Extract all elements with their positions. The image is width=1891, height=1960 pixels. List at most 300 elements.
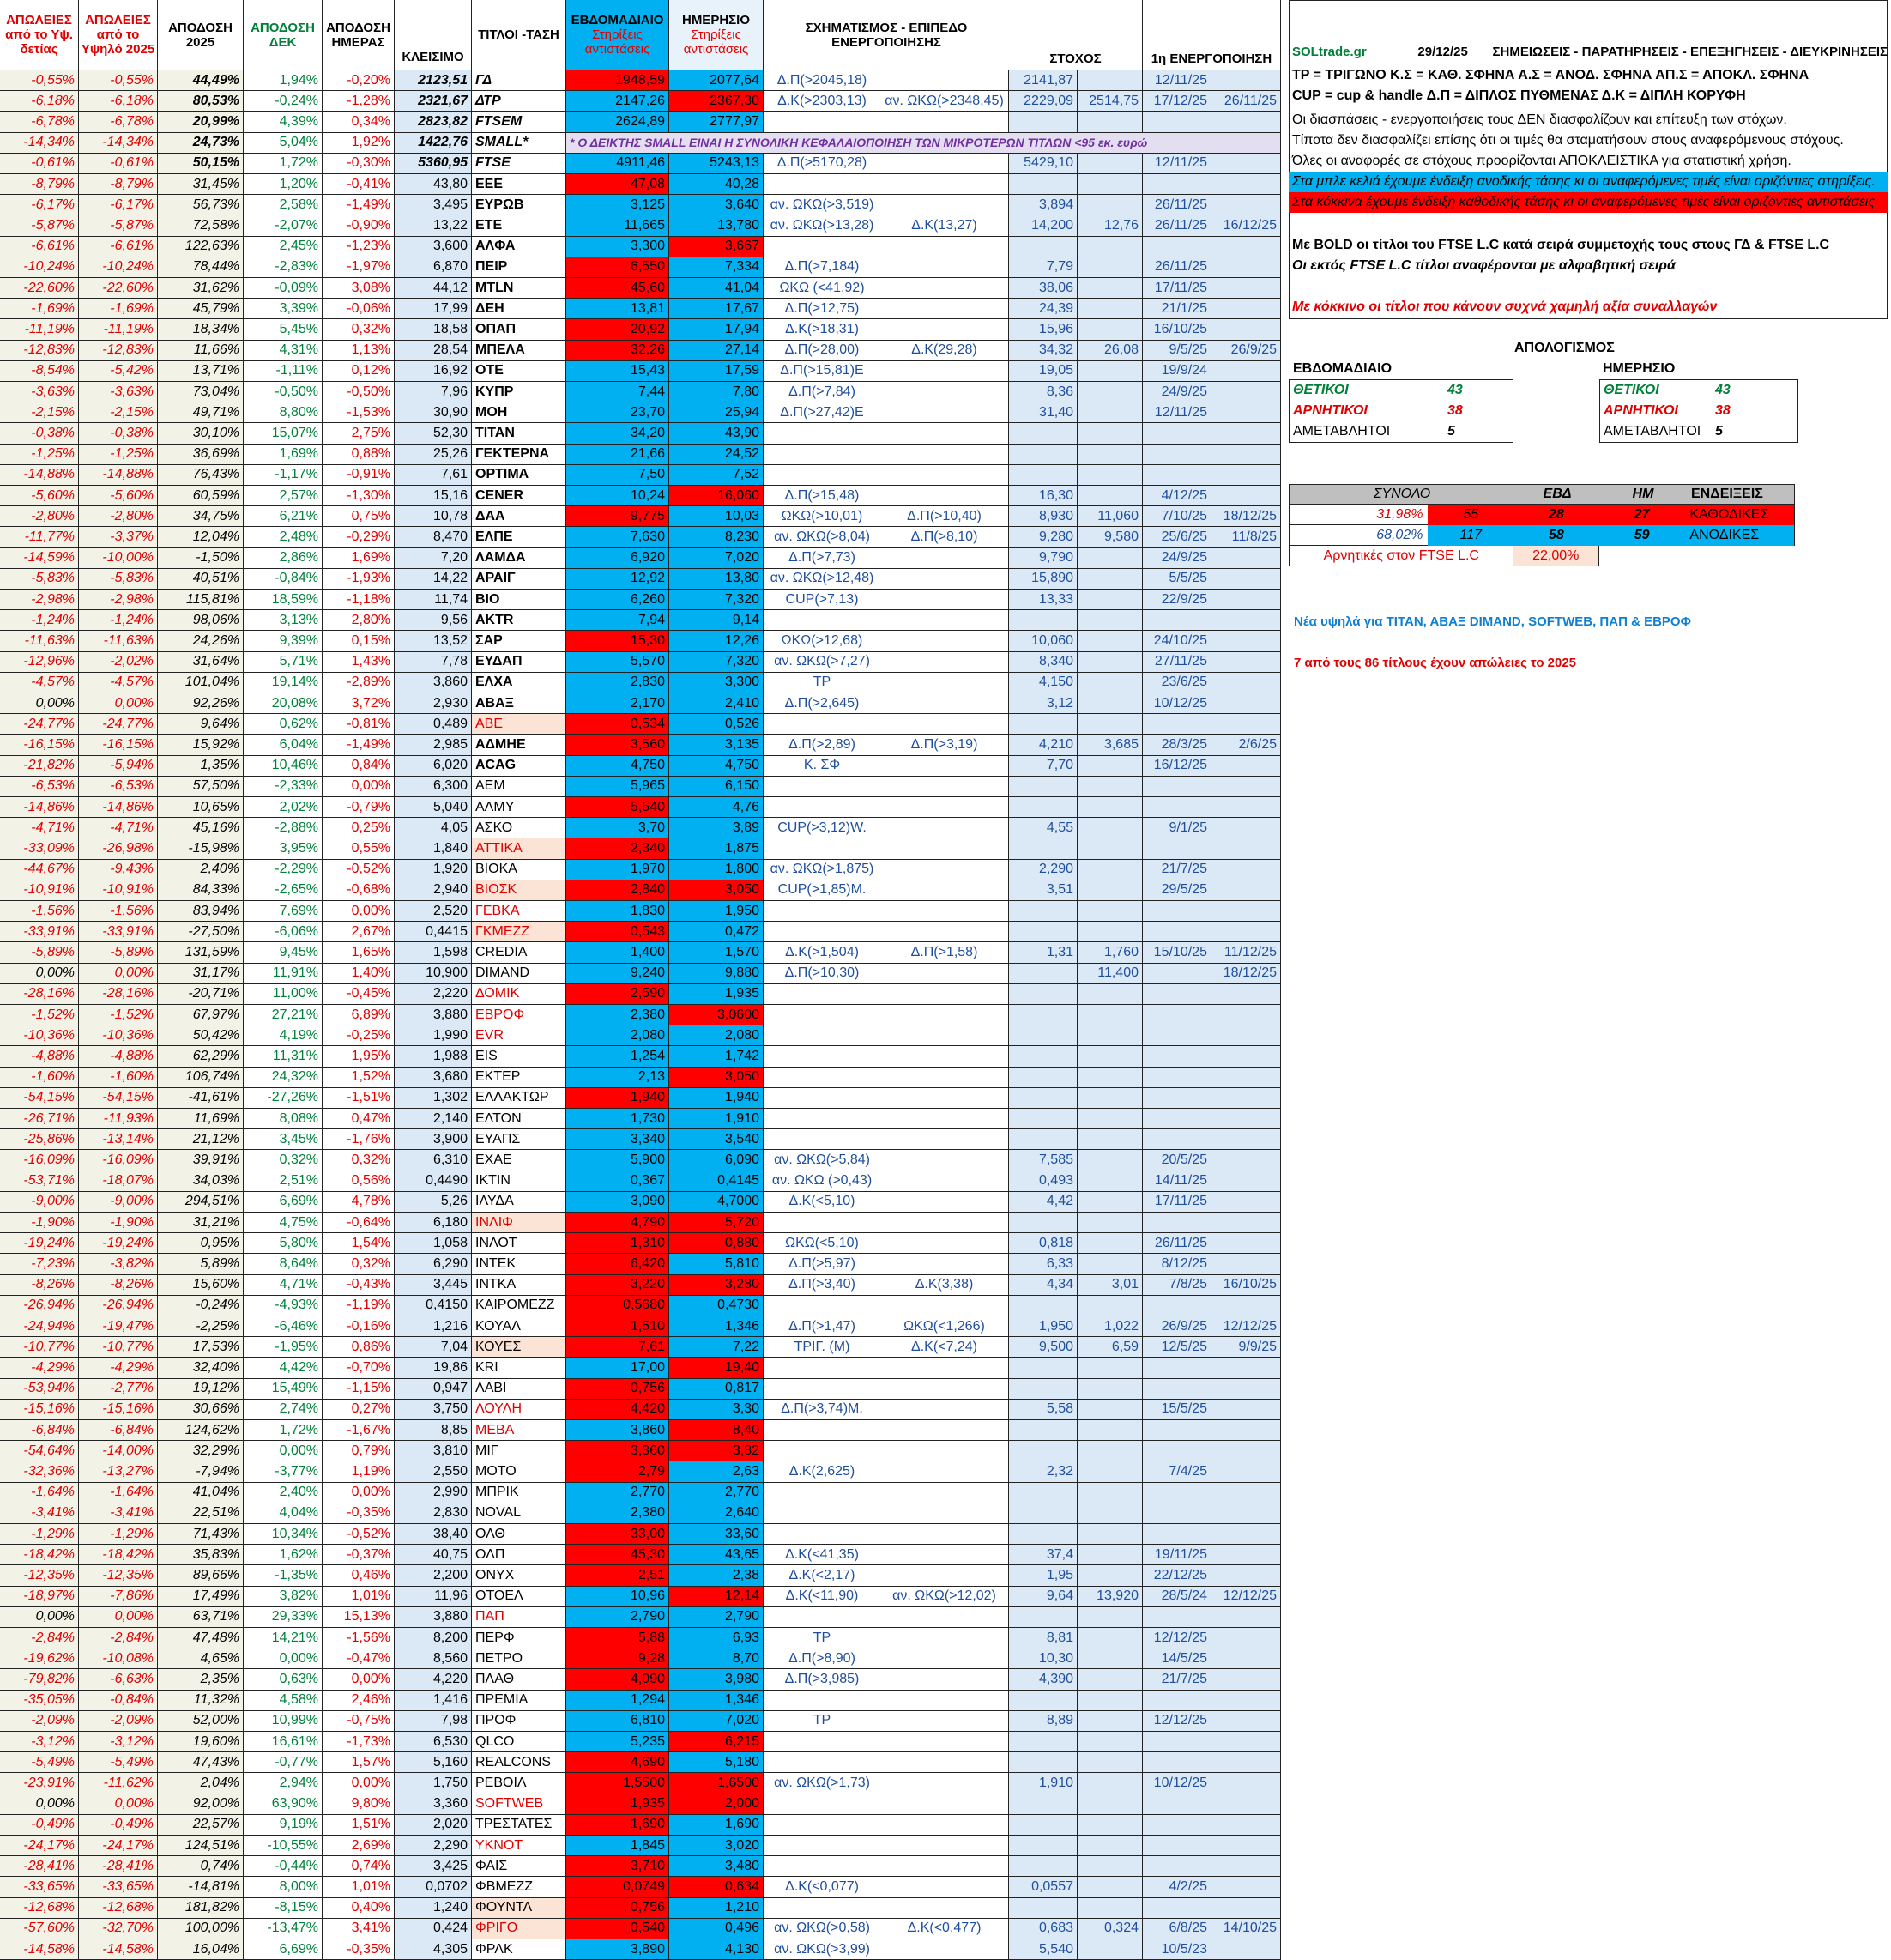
cell-activation xyxy=(1143,174,1211,195)
cell-pattern-2 xyxy=(880,1939,1009,1960)
cell-target xyxy=(1009,1524,1078,1545)
cell-target-2 xyxy=(1078,1213,1143,1233)
cell-return-day: -0,90% xyxy=(323,215,395,236)
cell-loss-2025: -0,84% xyxy=(79,1691,158,1711)
cell-pattern-2 xyxy=(880,1794,1009,1815)
cell-loss-2025: -0,49% xyxy=(79,1815,158,1836)
cell-return-dec: 2,94% xyxy=(244,1773,323,1794)
cell-target xyxy=(1009,1068,1078,1088)
cell-activation-2 xyxy=(1211,1420,1281,1441)
cell-ticker: ΕΤΕ xyxy=(472,215,566,236)
cell-pattern: ΩΚΩ(>10,01) xyxy=(764,506,880,527)
cell-target xyxy=(1009,797,1078,818)
cell-target xyxy=(1009,714,1078,735)
cell-target xyxy=(1009,1898,1078,1919)
cell-target: 2,290 xyxy=(1009,860,1078,880)
cell-return-2025: 31,45% xyxy=(158,174,244,195)
cell-target-2 xyxy=(1078,1794,1143,1815)
cell-return-day: 0,86% xyxy=(323,1337,395,1358)
cell-pattern-2 xyxy=(880,673,1009,693)
note-alpha: Οι εκτός FTSE L.C τίτλοι αναφέρονται με αλφαβητική σειρά xyxy=(1292,258,1676,273)
cell-activation-2: 18/12/25 xyxy=(1211,506,1281,527)
cell-ticker: AKTR xyxy=(472,610,566,631)
cell-return-2025: 50,42% xyxy=(158,1025,244,1046)
cell-ticker: ΚΟΥΑΛ xyxy=(472,1316,566,1337)
table-row xyxy=(0,1400,1281,1420)
cell-loss-2y: -24,77% xyxy=(0,714,79,735)
cell-ticker: ΑΛΜΥ xyxy=(472,797,566,818)
cell-ticker: ΙΛΥΔΑ xyxy=(472,1192,566,1213)
cell-pattern-2 xyxy=(880,319,1009,340)
cell-pattern: Δ.Κ(<2,17) xyxy=(764,1565,880,1586)
cell-loss-2y: -19,24% xyxy=(0,1233,79,1254)
cell-pattern-2 xyxy=(880,1607,1009,1628)
cell-target: 6,33 xyxy=(1009,1254,1078,1274)
cell-loss-2025: -5,83% xyxy=(79,569,158,590)
cell-activation xyxy=(1143,984,1211,1005)
hdr-loss-2y: ΑΠΩΛΕΙΕΣ από το Υψ. δετίας xyxy=(0,0,79,70)
cell-pattern xyxy=(764,1129,880,1150)
cell-weekly: 2,840 xyxy=(566,880,669,901)
cell-loss-2y: -0,38% xyxy=(0,423,79,444)
trend-up-label: ΑΝΟΔΙΚΕΣ xyxy=(1684,525,1794,546)
cell-pattern: Δ.Κ(<0,077) xyxy=(764,1877,880,1897)
cell-close: 3,360 xyxy=(395,1794,472,1815)
cell-weekly: 23,70 xyxy=(566,402,669,423)
cell-loss-2y: -53,94% xyxy=(0,1379,79,1400)
cell-close: 2,550 xyxy=(395,1461,472,1482)
cell-ticker: ΕΥΔΑΠ xyxy=(472,652,566,673)
table-row xyxy=(0,1898,1281,1919)
cell-loss-2y: -4,29% xyxy=(0,1358,79,1378)
cell-target-2 xyxy=(1078,590,1143,610)
cell-target-2 xyxy=(1078,1379,1143,1400)
cell-close: 52,30 xyxy=(395,423,472,444)
cell-activation: 14/11/25 xyxy=(1143,1171,1211,1192)
cell-close: 1,990 xyxy=(395,1025,472,1046)
cell-return-dec: 4,04% xyxy=(244,1503,323,1524)
cell-close: 1,840 xyxy=(395,838,472,859)
cell-activation-2 xyxy=(1211,797,1281,818)
cell-loss-2025: -11,93% xyxy=(79,1109,158,1129)
table-row xyxy=(0,735,1281,755)
cell-weekly: 3,560 xyxy=(566,735,669,755)
cell-target xyxy=(1009,1752,1078,1773)
cell-return-2025: -2,25% xyxy=(158,1316,244,1337)
cell-target-2 xyxy=(1078,402,1143,423)
cell-pattern-2 xyxy=(880,1025,1009,1046)
cell-activation-2 xyxy=(1211,1773,1281,1794)
cell-activation-2 xyxy=(1211,1296,1281,1316)
cell-activation-2 xyxy=(1211,590,1281,610)
table-row xyxy=(0,1836,1281,1856)
cell-ticker: ΦΡΛΚ xyxy=(472,1939,566,1960)
cell-pattern-2 xyxy=(880,1565,1009,1586)
cell-target xyxy=(1009,1005,1078,1025)
cell-pattern-2: Δ.Κ(13,27) xyxy=(880,215,1009,236)
cell-weekly: 3,360 xyxy=(566,1441,669,1461)
cell-return-2025: -0,24% xyxy=(158,1296,244,1316)
cell-ticker: ΙΝΤΕΚ xyxy=(472,1254,566,1274)
cell-loss-2y: -4,71% xyxy=(0,818,79,838)
cell-activation: 17/11/25 xyxy=(1143,278,1211,299)
cell-return-dec: 8,80% xyxy=(244,402,323,423)
cell-loss-2025: -16,09% xyxy=(79,1150,158,1171)
cell-pattern-2 xyxy=(880,465,1009,486)
cell-loss-2y: -6,18% xyxy=(0,91,79,112)
table-row xyxy=(0,569,1281,590)
cell-pattern-2 xyxy=(880,1691,1009,1711)
daily-summary-box xyxy=(1599,379,1798,443)
cell-pattern: Κ. ΣΦ xyxy=(764,756,880,777)
cell-activation: 10/12/25 xyxy=(1143,1773,1211,1794)
cell-weekly: 2,79 xyxy=(566,1461,669,1482)
cell-loss-2025: -11,19% xyxy=(79,319,158,340)
cell-pattern-2 xyxy=(880,299,1009,319)
table-row xyxy=(0,1088,1281,1109)
cell-close: 15,16 xyxy=(395,486,472,506)
cell-target xyxy=(1009,1129,1078,1150)
cell-target: 0,818 xyxy=(1009,1233,1078,1254)
cell-pattern xyxy=(764,174,880,195)
table-row xyxy=(0,818,1281,838)
cell-return-day: 1,57% xyxy=(323,1752,395,1773)
cell-daily: 3,480 xyxy=(669,1856,764,1877)
cell-weekly: 9,28 xyxy=(566,1648,669,1669)
cell-loss-2025: -2,80% xyxy=(79,506,158,527)
cell-activation-2 xyxy=(1211,1400,1281,1420)
cell-ticker: ΑΛΦΑ xyxy=(472,237,566,257)
cell-pattern-2 xyxy=(880,652,1009,673)
cell-ticker: ΠΕΡΦ xyxy=(472,1628,566,1648)
cell-target xyxy=(1009,1109,1078,1129)
cell-target xyxy=(1009,964,1078,984)
table-row xyxy=(0,1068,1281,1088)
cell-activation xyxy=(1143,1046,1211,1067)
small-index-note: * Ο ΔΕΙΚΤΗΣ SMALL ΕΙΝΑΙ Η ΣΥΝΟΛΙΚΗ ΚΕΦΑΛΑΙΟΠΟΙΗΣΗ ΤΩΝ ΜΙΚΡΟΤΕΡΩΝ ΤΙΤΛΩΝ <95 εκ. ευρώ xyxy=(566,133,1281,154)
cell-return-dec: 4,58% xyxy=(244,1691,323,1711)
cell-activation-2 xyxy=(1211,1005,1281,1025)
cell-loss-2025: -14,88% xyxy=(79,465,158,486)
cell-return-2025: 106,74% xyxy=(158,1068,244,1088)
cell-activation-2 xyxy=(1211,777,1281,797)
cell-target: 1,95 xyxy=(1009,1565,1078,1586)
cell-activation-2 xyxy=(1211,1025,1281,1046)
cell-close: 1,598 xyxy=(395,942,472,963)
cell-pattern-2 xyxy=(880,1150,1009,1171)
cell-return-day: -1,97% xyxy=(323,257,395,278)
cell-close: 43,80 xyxy=(395,174,472,195)
cell-activation-2 xyxy=(1211,693,1281,714)
cell-activation: 16/12/25 xyxy=(1143,756,1211,777)
cell-activation-2 xyxy=(1211,838,1281,859)
cell-activation-2 xyxy=(1211,1691,1281,1711)
cell-return-dec: -1,35% xyxy=(244,1565,323,1586)
cell-target: 8,36 xyxy=(1009,382,1078,402)
trend-down-row xyxy=(1289,505,1795,525)
cell-loss-2y: -8,79% xyxy=(0,174,79,195)
cell-close: 4,305 xyxy=(395,1939,472,1960)
cell-weekly: 45,30 xyxy=(566,1545,669,1565)
hdr-pattern: ΣΧΗΜΑΤΙΣΜΟΣ - ΕΠΙΠΕΔΟ ΕΝΕΡΓΟΠΟΙΗΣΗΣ xyxy=(764,0,1009,70)
cell-return-day: 0,40% xyxy=(323,1898,395,1919)
cell-pattern: Δ.Π(>12,75) xyxy=(764,299,880,319)
cell-target xyxy=(1009,1732,1078,1752)
cell-pattern-2 xyxy=(880,402,1009,423)
cell-return-2025: 11,69% xyxy=(158,1109,244,1129)
cell-activation xyxy=(1143,1483,1211,1503)
cell-return-day: 2,69% xyxy=(323,1836,395,1856)
cell-return-day: 1,19% xyxy=(323,1461,395,1482)
cell-weekly: 2,51 xyxy=(566,1565,669,1586)
cell-daily: 19,40 xyxy=(669,1358,764,1378)
cell-target: 0,0557 xyxy=(1009,1877,1078,1897)
cell-activation xyxy=(1143,112,1211,132)
cell-close: 8,200 xyxy=(395,1628,472,1648)
cell-activation: 5/5/25 xyxy=(1143,569,1211,590)
cell-pattern-2 xyxy=(880,278,1009,299)
cell-pattern-2 xyxy=(880,1379,1009,1400)
cell-pattern-2 xyxy=(880,1461,1009,1482)
cell-return-2025: 181,82% xyxy=(158,1898,244,1919)
cell-target-2 xyxy=(1078,1109,1143,1129)
cell-daily: 3,640 xyxy=(669,195,764,215)
cell-return-2025: 35,83% xyxy=(158,1545,244,1565)
cell-daily: 3,82 xyxy=(669,1441,764,1461)
cell-loss-2025: -5,94% xyxy=(79,756,158,777)
cell-target-2 xyxy=(1078,1669,1143,1690)
cell-weekly: 15,30 xyxy=(566,631,669,651)
cell-close: 2,290 xyxy=(395,1836,472,1856)
cell-target-2 xyxy=(1078,278,1143,299)
cell-loss-2025: -5,42% xyxy=(79,361,158,382)
cell-activation xyxy=(1143,1836,1211,1856)
cell-loss-2025: -3,63% xyxy=(79,382,158,402)
cell-pattern: αν. ΩΚΩ(>1,875) xyxy=(764,860,880,880)
cell-loss-2025: -1,56% xyxy=(79,901,158,922)
cell-close: 9,56 xyxy=(395,610,472,631)
cell-target-2 xyxy=(1078,1545,1143,1565)
table-row xyxy=(0,382,1281,402)
cell-return-2025: 30,66% xyxy=(158,1400,244,1420)
cell-return-day: 0,00% xyxy=(323,901,395,922)
cell-close: 1,240 xyxy=(395,1898,472,1919)
cell-pattern-2 xyxy=(880,1711,1009,1732)
cell-activation-2: 12/12/25 xyxy=(1211,1316,1281,1337)
cell-target-2 xyxy=(1078,1565,1143,1586)
cell-weekly: 17,00 xyxy=(566,1358,669,1378)
cell-return-day: 0,84% xyxy=(323,756,395,777)
cell-weekly: 4,420 xyxy=(566,1400,669,1420)
cell-activation xyxy=(1143,1109,1211,1129)
cell-loss-2025: -32,70% xyxy=(79,1919,158,1939)
cell-activation-2 xyxy=(1211,1441,1281,1461)
cell-return-day: 1,95% xyxy=(323,1046,395,1067)
cell-pattern-2 xyxy=(880,1669,1009,1690)
cell-target xyxy=(1009,445,1078,465)
cell-daily: 2077,64 xyxy=(669,70,764,91)
cell-pattern-2 xyxy=(880,1254,1009,1274)
cell-return-day: -1,23% xyxy=(323,237,395,257)
cell-loss-2025: -9,43% xyxy=(79,860,158,880)
weekly-unchanged-value: 5 xyxy=(1447,424,1455,439)
cell-target: 9,64 xyxy=(1009,1587,1078,1607)
cell-activation-2 xyxy=(1211,1794,1281,1815)
hdr-weekly-sub: Στηρίξεις αντιστάσεις xyxy=(584,27,650,57)
cell-return-day: 0,00% xyxy=(323,1669,395,1690)
cell-activation-2 xyxy=(1211,1815,1281,1836)
cell-activation: 12/12/25 xyxy=(1143,1628,1211,1648)
cell-return-dec: 2,40% xyxy=(244,1483,323,1503)
cell-ticker: ΟΛΠ xyxy=(472,1545,566,1565)
cell-daily: 0,4730 xyxy=(669,1296,764,1316)
cell-activation-2 xyxy=(1211,818,1281,838)
cell-activation: 26/9/25 xyxy=(1143,1316,1211,1337)
cell-target-2 xyxy=(1078,1358,1143,1378)
cell-target-2 xyxy=(1078,797,1143,818)
cell-target: 5,58 xyxy=(1009,1400,1078,1420)
cell-return-2025: 2,04% xyxy=(158,1773,244,1794)
cell-daily: 6,93 xyxy=(669,1628,764,1648)
table-row xyxy=(0,1129,1281,1150)
cell-loss-2025: -54,15% xyxy=(79,1088,158,1109)
cell-close: 13,22 xyxy=(395,215,472,236)
cell-activation xyxy=(1143,1068,1211,1088)
cell-close: 2,830 xyxy=(395,1503,472,1524)
cell-loss-2y: -0,49% xyxy=(0,1815,79,1836)
cell-daily: 9,880 xyxy=(669,964,764,984)
cell-return-dec: 5,45% xyxy=(244,319,323,340)
cell-weekly: 0,756 xyxy=(566,1379,669,1400)
table-row xyxy=(0,174,1281,195)
cell-loss-2y: -1,64% xyxy=(0,1483,79,1503)
cell-target-2: 3,685 xyxy=(1078,735,1143,755)
cell-return-2025: -1,50% xyxy=(158,548,244,569)
cell-return-day: 0,12% xyxy=(323,361,395,382)
cell-return-day: -0,29% xyxy=(323,527,395,547)
cell-target-2: 9,580 xyxy=(1078,527,1143,547)
cell-weekly: 1,940 xyxy=(566,1088,669,1109)
cell-return-dec: 18,59% xyxy=(244,590,323,610)
cell-pattern: Δ.Π(>10,30) xyxy=(764,964,880,984)
cell-activation-2 xyxy=(1211,1877,1281,1897)
cell-loss-2y: 0,00% xyxy=(0,693,79,714)
cell-return-2025: 62,29% xyxy=(158,1046,244,1067)
cell-return-day: 0,47% xyxy=(323,1109,395,1129)
cell-target-2 xyxy=(1078,382,1143,402)
table-row xyxy=(0,1524,1281,1545)
cell-ticker: ΙΝΤΚΑ xyxy=(472,1275,566,1296)
cell-return-2025: 47,48% xyxy=(158,1628,244,1648)
weekly-summary-box xyxy=(1289,379,1513,443)
cell-weekly: 3,300 xyxy=(566,237,669,257)
cell-activation-2 xyxy=(1211,423,1281,444)
cell-pattern: αν. ΩΚΩ(>7,27) xyxy=(764,652,880,673)
cell-return-day: 1,43% xyxy=(323,652,395,673)
table-row xyxy=(0,215,1281,236)
cell-return-dec: -2,88% xyxy=(244,818,323,838)
cell-loss-2y: -6,53% xyxy=(0,777,79,797)
daily-negative-row xyxy=(1600,401,1797,421)
cell-target: 31,40 xyxy=(1009,402,1078,423)
cell-loss-2025: -11,63% xyxy=(79,631,158,651)
cell-close: 6,310 xyxy=(395,1150,472,1171)
cell-weekly: 0,540 xyxy=(566,1919,669,1939)
cell-daily: 3,280 xyxy=(669,1275,764,1296)
cell-target-2 xyxy=(1078,257,1143,278)
cell-loss-2y: -54,15% xyxy=(0,1088,79,1109)
cell-return-2025: 115,81% xyxy=(158,590,244,610)
cell-pattern xyxy=(764,1088,880,1109)
cell-return-dec: 15,49% xyxy=(244,1379,323,1400)
cell-close: 3,810 xyxy=(395,1441,472,1461)
cell-return-2025: 60,59% xyxy=(158,486,244,506)
summary-title: ΑΠΟΛΟΓΙΣΜΟΣ xyxy=(1514,341,1615,355)
cell-activation: 9/5/25 xyxy=(1143,341,1211,361)
cell-activation-2 xyxy=(1211,880,1281,901)
hdr-daily-sub: Στηρίξεις αντιστάσεις xyxy=(683,27,749,57)
cell-activation-2 xyxy=(1211,1565,1281,1586)
cell-ticker: ΙΝΛΟΤ xyxy=(472,1233,566,1254)
cell-pattern xyxy=(764,777,880,797)
cell-close: 1422,76 xyxy=(395,133,472,154)
note-blue-cells: Στα μπλε κελιά έχουμε ένδειξη ανοδικής τάσης κι οι αναφερόμενες τιμές είναι οριζόντιες στηρίξεις. xyxy=(1289,172,1888,192)
weekly-positive-value: 43 xyxy=(1447,383,1463,397)
cell-daily: 6,150 xyxy=(669,777,764,797)
table-row xyxy=(0,590,1281,610)
cell-ticker: ΠΕΤΡΟ xyxy=(472,1648,566,1669)
daily-positive-value: 43 xyxy=(1715,383,1731,397)
cell-target-2 xyxy=(1078,1068,1143,1088)
cell-return-2025: -20,71% xyxy=(158,984,244,1005)
losses-note: 7 από τους 86 τίτλους έχουν απώλειες το 2025 xyxy=(1294,655,1577,670)
cell-pattern xyxy=(764,1296,880,1316)
cell-pattern xyxy=(764,237,880,257)
cell-activation xyxy=(1143,1524,1211,1545)
cell-return-2025: 71,43% xyxy=(158,1524,244,1545)
cell-weekly: 20,92 xyxy=(566,319,669,340)
cell-weekly: 7,630 xyxy=(566,527,669,547)
cell-loss-2025: -2,15% xyxy=(79,402,158,423)
cell-loss-2025: -14,86% xyxy=(79,797,158,818)
cell-target-2 xyxy=(1078,319,1143,340)
cell-ticker: QLCO xyxy=(472,1732,566,1752)
cell-weekly: 3,860 xyxy=(566,1420,669,1441)
cell-close: 7,61 xyxy=(395,465,472,486)
cell-ticker: ΙΝΛΙΦ xyxy=(472,1213,566,1233)
cell-daily: 43,65 xyxy=(669,1545,764,1565)
cell-loss-2025: -12,35% xyxy=(79,1565,158,1586)
cell-target: 8,89 xyxy=(1009,1711,1078,1732)
cell-return-dec: 1,62% xyxy=(244,1545,323,1565)
cell-return-2025: 36,69% xyxy=(158,445,244,465)
cell-loss-2025: -1,24% xyxy=(79,610,158,631)
cell-loss-2y: -5,83% xyxy=(0,569,79,590)
cell-loss-2025: -11,62% xyxy=(79,1773,158,1794)
cell-loss-2025: -5,87% xyxy=(79,215,158,236)
cell-close: 6,530 xyxy=(395,1732,472,1752)
cell-return-2025: 50,15% xyxy=(158,154,244,174)
cell-ticker: ΜΠΕΛΑ xyxy=(472,341,566,361)
cell-close: 1,416 xyxy=(395,1691,472,1711)
cell-return-day: -1,51% xyxy=(323,1088,395,1109)
cell-loss-2025: -0,61% xyxy=(79,154,158,174)
cell-activation-2 xyxy=(1211,1607,1281,1628)
cell-pattern xyxy=(764,1213,880,1233)
cell-loss-2y: -5,49% xyxy=(0,1752,79,1773)
cell-pattern-2 xyxy=(880,1358,1009,1378)
cell-target-2 xyxy=(1078,548,1143,569)
